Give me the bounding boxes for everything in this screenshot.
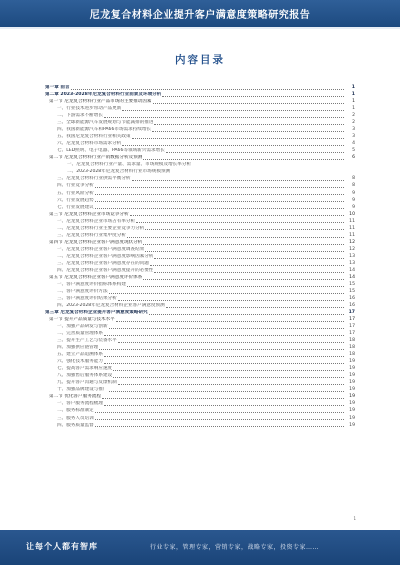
toc-entry-label: 二、尼龙复合材料行业主要企业竞争力分析 [57,225,145,231]
toc-leader-dots [109,328,344,329]
toc-entry-page: 2 [352,120,355,126]
toc-entry-page: 1 [352,99,355,105]
toc-entry-page: 16 [349,303,355,308]
toc-entry-page: 8 [352,183,355,189]
toc-entry-label: 第三章 尼龙复合材料企业提升客户满意度策略研究 [45,310,148,316]
toc-entry-page: 5 [352,148,355,154]
toc-entry-page: 19 [349,408,355,414]
toc-leader-dots [118,300,344,301]
toc-entry-page: 14 [349,267,355,273]
toc-entry-page: 17 [348,310,355,316]
toc-leader-dots [118,342,344,343]
toc-entry-label: 一、尼龙复合材料行业产量、需求量、市场规模及增长率分析 [67,162,192,168]
toc-leader-dots [95,208,344,209]
toc-entry-label: 第一节 尼龙复合材料行业产品市场的主要推动因素 [49,99,152,105]
toc-leader-dots [109,391,344,392]
toc-entry-label: 二、服务标准制定 [57,408,94,414]
toc-entry-page: 9 [352,197,355,203]
toc-leader-dots [122,145,344,146]
toc-entry-label: 二、尼龙复合材料企业客户满意度影响因素分析 [57,253,154,259]
toc-leader-dots [95,419,344,420]
toc-entry-page: 12 [349,246,355,252]
toc-entry[interactable] [45,344,355,351]
toc-entry[interactable] [45,239,355,246]
toc-entry-page: 12 [349,239,355,245]
report-header [0,0,400,27]
toc-leader-dots [99,349,344,350]
toc-entry[interactable] [45,161,355,168]
toc-entry[interactable] [45,365,355,372]
toc-entry-label: 六、强化技术服务能力 [57,359,103,365]
toc-leader-dots [132,180,344,181]
toc-entry-label: 第五节 尼龙复合材料企业客户满意度评价体系 [49,274,143,280]
toc-entry-label: 五、建立产品追溯体系 [57,352,103,358]
toc-entry[interactable] [45,211,355,218]
toc-entry[interactable] [45,105,355,112]
toc-leader-dots [143,159,344,160]
toc-leader-dots [132,138,344,139]
toc-entry-page: 1 [352,106,355,112]
toc-entry-page: 9 [352,204,355,210]
toc-entry[interactable] [45,386,355,393]
toc-leader-dots [153,103,344,104]
toc-entry[interactable] [45,168,355,175]
toc-entry-label: 三、尼龙复合材料行业供需平衡分析 [57,176,131,182]
toc-entry-page: 19 [349,415,355,421]
toc-entry-label: 二、完善质量管理体系 [57,331,103,337]
toc-entry-page: 3 [352,127,355,133]
toc-entry-label: 四、加强供应链管理 [57,345,99,351]
toc-entry-label: 一、客户满意度评价指标体系构建 [57,281,126,287]
toc-leader-dots [95,194,344,195]
toc-entry-label: 二、下游需求不断增长 [57,113,103,119]
toc-leader-dots [150,265,344,266]
toc-leader-dots [95,426,344,427]
toc-entry-label: 一、尼龙复合材料企业市场占有率分析 [57,218,136,224]
toc-entry-page: 3 [352,134,355,140]
toc-leader-dots [149,314,344,315]
toc-entry-page: 11 [349,218,355,224]
toc-entry-label: 五、我国尼龙复合材料行业相关政策 [57,134,131,140]
report-title: 尼龙复合材料企业提升客户满意度策略研究报告 [89,10,311,21]
toc-leader-dots [152,131,344,132]
toc-entry-label: 第二节 优化客户服务流程 [49,394,101,400]
toc-entry[interactable] [45,422,355,429]
toc-entry[interactable] [45,225,355,232]
toc-leader-dots [145,251,344,252]
toc-entry-page: 19 [349,373,355,379]
toc-entry-label: 四、2023-2028年尼龙复合材料企业客户满意度预测 [57,303,165,308]
toc-entry[interactable] [45,302,355,309]
toc-entry[interactable] [45,337,355,344]
toc-entry-label: 九、提升客户沟通与反馈机制 [57,380,117,386]
toc-entry[interactable] [45,133,355,140]
toc-entry-page: 17 [349,331,355,337]
toc-entry[interactable] [45,330,355,337]
toc-leader-dots [122,110,344,111]
toc-entry[interactable] [45,274,355,281]
toc-leader-dots [166,307,344,308]
toc-entry[interactable] [45,400,355,407]
toc-entry[interactable] [45,182,355,189]
toc-leader-dots [104,363,344,364]
toc-entry-label: 七、提高客户需求响应速度 [57,366,113,372]
toc-entry-page: 18 [349,338,355,344]
toc-leader-dots [104,117,344,118]
toc-entry[interactable] [45,246,355,253]
toc-leader-dots [143,244,344,245]
toc-entry-page: 8 [352,176,355,182]
toc-leader-dots [95,187,344,188]
toc-entry-page: 1 [351,85,355,91]
toc-leader-dots [154,258,344,259]
toc-entry[interactable] [45,267,355,274]
toc-entry[interactable] [45,407,355,414]
toc-entry[interactable] [45,316,355,323]
toc-leader-dots [102,398,344,399]
toc-entry[interactable] [45,154,355,161]
toc-entry-label: 一、客户服务流程梳理 [57,401,103,407]
toc-leader-dots [166,152,344,153]
toc-entry-label: 三、提升生产工艺与装备水平 [57,338,117,344]
toc-entry-label: 三、全球新能源汽车发展规划与节能减排的推进 [57,120,154,126]
toc-entry-label: 八、加强售后服务体系建设 [57,373,113,379]
header-divider [0,27,400,29]
toc-leader-dots [104,405,344,406]
toc-entry-page: 18 [349,345,355,351]
toc-entry-page: 14 [349,274,355,280]
toc-entry-label: 五、行业风险分析 [57,190,94,196]
toc-leader-dots [109,293,344,294]
toc-entry[interactable] [45,323,355,330]
toc-entry-page: 10 [349,211,355,217]
toc-entry-page: 19 [349,359,355,365]
toc-entry-page: 13 [349,253,355,259]
toc-entry-label: 三、服务人员培训 [57,415,94,421]
toc-leader-dots [136,222,344,223]
toc-entry-label: 第四节 尼龙复合材料企业客户满意度现状分析 [49,239,143,245]
toc-entry[interactable] [45,140,355,147]
toc-entry-page: 9 [352,190,355,196]
toc-entry-page: 4 [352,141,355,147]
toc-leader-dots [130,215,344,216]
toc-entry-page: 6 [352,155,355,161]
toc-entry[interactable] [45,295,355,302]
toc-entry[interactable] [45,189,355,196]
toc-entry[interactable] [45,204,355,211]
toc-entry[interactable] [45,351,355,358]
toc-entry[interactable] [45,358,355,365]
toc-leader-dots [113,377,344,378]
toc-leader-dots [127,237,344,238]
toc-entry[interactable] [45,281,355,288]
toc-title: 内容目录 [175,54,225,66]
toc-leader-dots [95,201,344,202]
toc-entry[interactable] [45,98,355,105]
toc-entry[interactable] [45,288,355,295]
toc-entry-label: 二、客户满意度评价方法 [57,288,108,294]
toc-entry-page: 17 [349,317,355,323]
toc-entry-label: 二、2023-2028年尼龙复合材料行业市场规模预测 [67,169,171,175]
toc-leader-dots [104,335,344,336]
toc-entry-label: 第二章 2023-2028年尼龙复合材料行业前景及环境分析 [45,92,162,98]
toc-entry[interactable] [45,126,355,133]
toc-leader-dots [145,229,344,230]
toc-entry-page: 19 [349,380,355,386]
footer-slogan: 让每个人都有智库 [26,542,98,551]
toc-entry[interactable] [45,393,355,400]
toc-entry-page: 16 [349,295,355,301]
toc-entry[interactable] [45,379,355,386]
toc-entry-label: 第二节 尼龙复合材料行业产销数据分析及预测 [49,155,143,161]
toc-entry[interactable] [45,91,355,98]
toc-leader-dots [113,370,344,371]
toc-leader-dots [71,89,344,90]
toc-entry-page: 19 [349,401,355,407]
toc-entry[interactable] [45,414,355,421]
toc-entry-label: 第一章 前言 [45,85,70,91]
footer-tagline: 行业专家，管理专家，营销专家，战略专家，投资专家…… [150,544,320,551]
toc-entry-label: 一、行业技术进步带动产品更新 [57,106,122,112]
toc-leader-dots [116,321,344,322]
toc-entry[interactable] [45,260,355,267]
toc-entry-page: 11 [349,225,355,231]
toc-leader-dots [162,96,344,97]
toc-entry-label: 三、尼龙复合材料行业集中度分析 [57,232,126,238]
toc-entry-page: 17 [349,324,355,330]
toc-entry-page: 19 [349,366,355,372]
page-number: 1 [353,516,356,521]
toc-entry-page: 18 [349,352,355,358]
toc-entry[interactable] [45,84,355,91]
toc-entry-page: 15 [349,281,355,287]
footer-banner [0,530,400,565]
toc-entry-label: 十、加强品牌建设与推广 [57,387,108,393]
toc-entry-label: 一、加强产品研发与创新 [57,324,108,330]
toc-leader-dots [154,124,344,125]
toc-entry-label: 第三节 尼龙复合材料企业市场竞争分析 [49,211,129,217]
toc-leader-dots [143,279,344,280]
toc-entry[interactable] [45,372,355,379]
toc-entry-label: 一、尼龙复合材料企业客户满意度调查结果 [57,246,145,252]
toc-entry-label: 三、客户满意度评价结果分析 [57,295,117,301]
toc-leader-dots [154,272,344,273]
toc-entry-page: 19 [349,422,355,428]
toc-leader-dots [104,356,344,357]
toc-entry[interactable] [45,309,355,316]
toc-entry-label: 三、尼龙复合材料企业客户满意度存在的问题 [57,260,149,266]
toc-entry-label: 六、行业发展趋势 [57,197,94,203]
toc-entry-page: 1 [351,92,355,98]
table-of-contents [45,84,355,524]
toc-entry-label: 四、行业竞争分析 [57,183,94,189]
toc-entry[interactable] [45,232,355,239]
toc-entry-page: 11 [349,232,355,238]
toc-entry-label: 四、服务质量监督 [57,422,94,428]
toc-entry[interactable] [45,119,355,126]
toc-entry[interactable] [45,147,355,154]
toc-leader-dots [95,412,344,413]
toc-entry[interactable] [45,253,355,260]
toc-entry-page: 15 [349,288,355,294]
toc-entry-page: 13 [349,260,355,266]
toc-entry-label: 七、LED照明、电子电器、PA66等领域新兴需求增长 [57,148,165,154]
toc-entry-page: 19 [349,387,355,393]
toc-entry-label: 六、尼龙复合材料市场需求分析 [57,141,122,147]
toc-entry-page: 19 [349,394,355,400]
toc-entry-label: 七、行业发展建议 [57,204,94,210]
toc-entry[interactable] [45,197,355,204]
toc-entry-page: 2 [352,113,355,119]
toc-entry[interactable] [45,175,355,182]
toc-leader-dots [127,286,344,287]
toc-entry-label: 四、尼龙复合材料企业客户满意度提升的必要性 [57,267,154,273]
toc-entry-label: 四、我国新能源汽车和PA66市场需求持续增长 [57,127,152,133]
toc-entry[interactable] [45,218,355,225]
toc-leader-dots [118,384,344,385]
toc-entry[interactable] [45,112,355,119]
toc-entry-label: 第一节 提升产品质量与技术水平 [49,317,115,323]
